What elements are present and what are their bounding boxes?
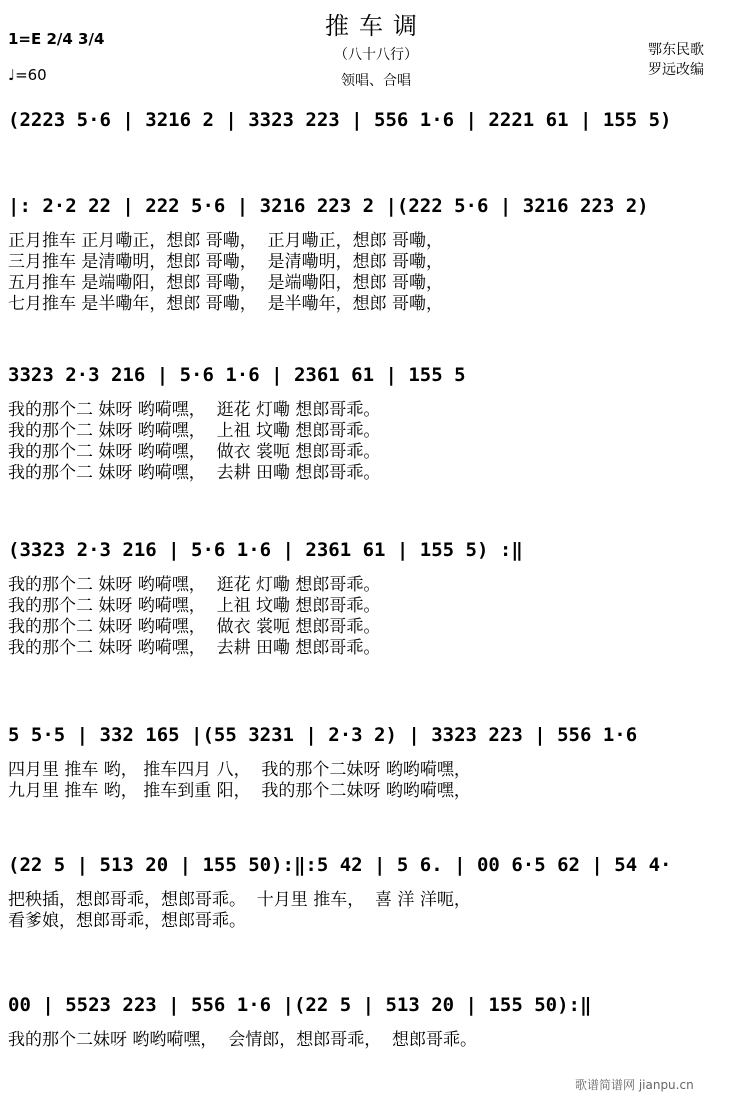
lyric-line: 五月推车 是端嘞阳，想郎 哥嘞， 是端嘞阳，想郎 哥嘞， (8, 273, 444, 293)
lyric-line: 我的那个二妹呀 哟哟嗬嘿， 会情郎，想郎哥乖， 想郎哥乖。 (8, 1030, 478, 1050)
notation-line: |: 2·2 22 | 222 5·6 | 3216 223 2 |(222 5·6 | 3216 223 2) (8, 195, 649, 217)
score-row-3 (8, 355, 746, 399)
notation-line: (3323 2·3 216 | 5·6 1·6 | 2361 61 | 155 5) :‖ (8, 539, 523, 561)
notation-line: 00 | 5523 223 | 556 1·6 |(22 5 | 513 20 | 155 50):‖ (8, 994, 592, 1016)
lyric-line: 我的那个二 妹呀 哟嗬嘿， 做衣 裳呃 想郎哥乖。 (8, 617, 381, 637)
key-signature: 1=E 2/4 3/4 (8, 30, 105, 48)
lyric-line: 七月推车 是半嘞年，想郎 哥嘞， 是半嘞年，想郎 哥嘞， (8, 294, 444, 314)
lyric-line: 我的那个二 妹呀 哟嗬嘿， 做衣 裳呃 想郎哥乖。 (8, 442, 381, 462)
lyric-line: 看爹娘，想郎哥乖，想郎哥乖。 (8, 911, 246, 931)
song-title: 推车调 (325, 12, 427, 40)
score-row-5 (8, 715, 746, 759)
credit-arranger: 罗远改编 (648, 62, 704, 78)
lyric-line: 四月里 推车 哟， 推车四月 八， 我的那个二妹呀 哟哟嗬嘿， (8, 760, 471, 780)
credit-origin: 鄂东民歌 (648, 42, 704, 58)
score-row-7 (8, 985, 746, 1029)
lyric-line: 我的那个二 妹呀 哟嗬嘿， 逛花 灯嘞 想郎哥乖。 (8, 400, 381, 420)
lyric-line: 三月推车 是清嘞明，想郎 哥嘞， 是清嘞明，想郎 哥嘞， (8, 252, 444, 272)
tempo-marking: ♩=60 (8, 66, 47, 84)
performance-note: 领唱、合唱 (341, 73, 411, 89)
notation-line: (2223 5·6 | 3216 2 | 3323 223 | 556 1·6 | 2221 61 | 155 5) (8, 109, 672, 131)
credits (648, 40, 704, 80)
notation-line: 3323 2·3 216 | 5·6 1·6 | 2361 61 | 155 5 (8, 364, 466, 386)
song-subtitle: （八十八行） (334, 47, 418, 63)
lyric-line: 我的那个二 妹呀 哟嗬嘿， 上祖 坟嘞 想郎哥乖。 (8, 596, 381, 616)
lyric-line: 我的那个二 妹呀 哟嗬嘿， 逛花 灯嘞 想郎哥乖。 (8, 575, 381, 595)
lyric-line: 正月推车 正月嘞正，想郎 哥嘞， 正月嘞正，想郎 哥嘞， (8, 231, 444, 251)
notation-line: (22 5 | 513 20 | 155 50):‖:5 42 | 5 6. | 00 6·5 62 | 54 4· (8, 854, 672, 876)
lyric-line: 九月里 推车 哟， 推车到重 阳， 我的那个二妹呀 哟哟嗬嘿， (8, 781, 471, 801)
score-row-1 (8, 100, 746, 144)
watermark: 歌谱简谱网 jianpu.cn (575, 1078, 694, 1092)
score-row-4 (8, 530, 746, 574)
score-row-6 (8, 845, 746, 889)
notation-line: 5 5·5 | 332 165 |(55 3231 | 2·3 2) | 3323 223 | 556 1·6 (8, 724, 638, 746)
lyric-line: 我的那个二 妹呀 哟嗬嘿， 上祖 坟嘞 想郎哥乖。 (8, 421, 381, 441)
lyric-line: 把秧插，想郎哥乖，想郎哥乖。 十月里 推车， 喜 洋 洋呃， (8, 890, 471, 910)
lyric-line: 我的那个二 妹呀 哟嗬嘿， 去耕 田嘞 想郎哥乖。 (8, 463, 381, 483)
lyric-line: 我的那个二 妹呀 哟嗬嘿， 去耕 田嘞 想郎哥乖。 (8, 638, 381, 658)
score-row-2 (8, 186, 746, 230)
